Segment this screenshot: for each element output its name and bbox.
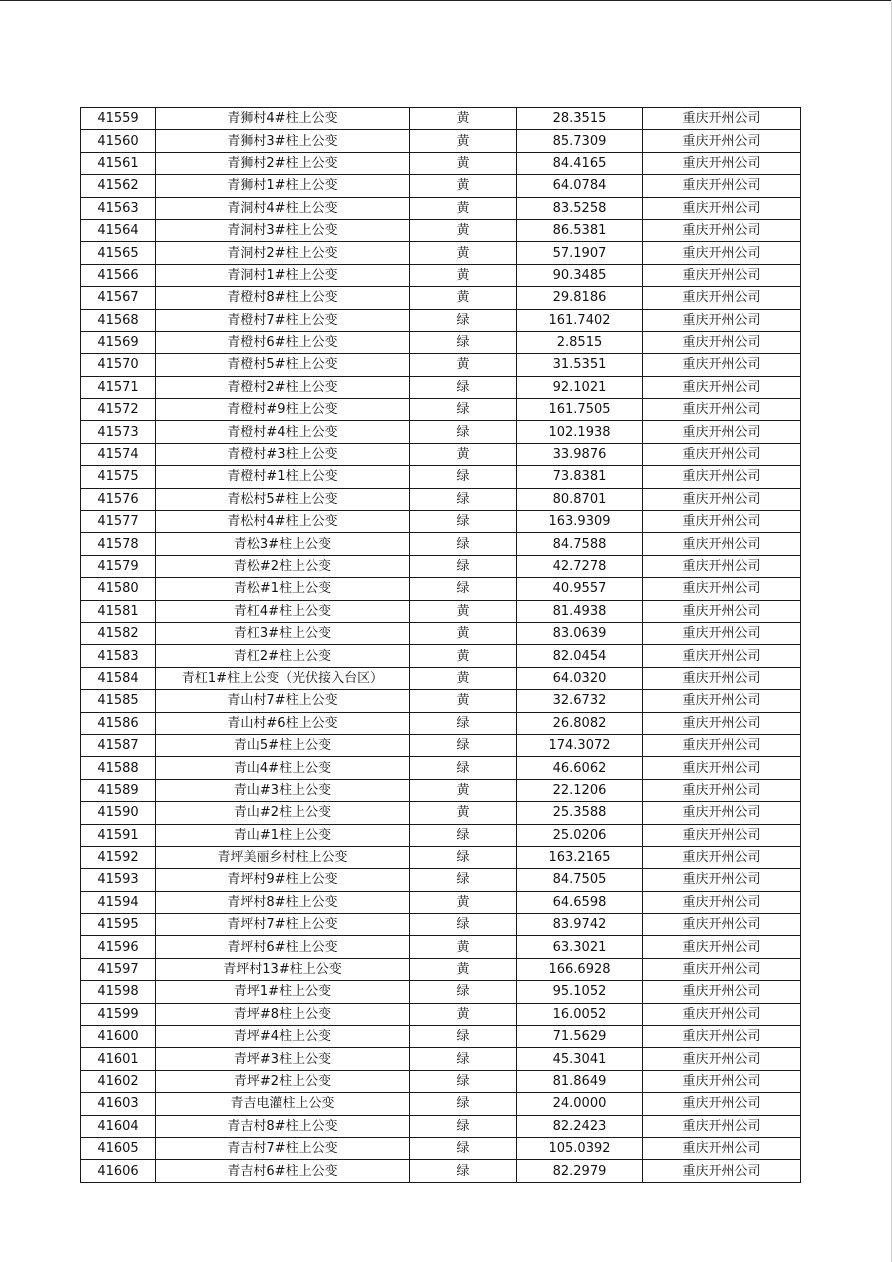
cell-transformer-name: 青坪村6#柱上公变	[156, 936, 410, 958]
cell-company: 重庆开州公司	[643, 645, 801, 667]
page-top-border	[0, 0, 892, 1]
table-row	[81, 1026, 801, 1048]
cell-level: 黄	[410, 936, 517, 958]
cell-value: 102.1938	[517, 421, 643, 443]
cell-id: 41579	[81, 555, 156, 577]
cell-value: 80.8701	[517, 488, 643, 510]
cell-company: 重庆开州公司	[643, 712, 801, 734]
cell-id: 41595	[81, 914, 156, 936]
cell-level: 黄	[410, 130, 517, 152]
cell-value: 163.2165	[517, 846, 643, 868]
cell-level: 绿	[410, 757, 517, 779]
table-row	[81, 578, 801, 600]
cell-id: 41587	[81, 734, 156, 756]
cell-id: 41583	[81, 645, 156, 667]
cell-id: 41563	[81, 197, 156, 219]
table-row	[81, 1137, 801, 1159]
table-row	[81, 197, 801, 219]
table-row	[81, 779, 801, 801]
cell-id: 41581	[81, 600, 156, 622]
cell-value: 161.7402	[517, 309, 643, 331]
table-row	[81, 219, 801, 241]
table-row	[81, 600, 801, 622]
cell-transformer-name: 青坪#3柱上公变	[156, 1048, 410, 1070]
cell-transformer-name: 青松3#柱上公变	[156, 533, 410, 555]
cell-value: 63.3021	[517, 936, 643, 958]
table-row	[81, 511, 801, 533]
cell-transformer-name: 青橙村8#柱上公变	[156, 287, 410, 309]
cell-company: 重庆开州公司	[643, 1115, 801, 1137]
cell-level: 绿	[410, 309, 517, 331]
table-row	[81, 802, 801, 824]
cell-level: 黄	[410, 287, 517, 309]
cell-id: 41561	[81, 152, 156, 174]
cell-company: 重庆开州公司	[643, 421, 801, 443]
cell-transformer-name: 青洞村4#柱上公变	[156, 197, 410, 219]
table-row	[81, 130, 801, 152]
table-row	[81, 354, 801, 376]
cell-transformer-name: 青山#2柱上公变	[156, 802, 410, 824]
table-row	[81, 622, 801, 644]
cell-id: 41571	[81, 376, 156, 398]
cell-company: 重庆开州公司	[643, 219, 801, 241]
cell-level: 绿	[410, 869, 517, 891]
cell-company: 重庆开州公司	[643, 354, 801, 376]
cell-id: 41586	[81, 712, 156, 734]
table-row	[81, 914, 801, 936]
cell-company: 重庆开州公司	[643, 533, 801, 555]
cell-company: 重庆开州公司	[643, 891, 801, 913]
cell-level: 黄	[410, 667, 517, 689]
cell-company: 重庆开州公司	[643, 443, 801, 465]
cell-company: 重庆开州公司	[643, 936, 801, 958]
cell-transformer-name: 青松#1柱上公变	[156, 578, 410, 600]
cell-id: 41584	[81, 667, 156, 689]
cell-level: 绿	[410, 981, 517, 1003]
cell-transformer-name: 青吉村7#柱上公变	[156, 1137, 410, 1159]
cell-value: 90.3485	[517, 264, 643, 286]
table-row	[81, 108, 801, 130]
cell-transformer-name: 青洞村2#柱上公变	[156, 242, 410, 264]
cell-transformer-name: 青吉电灌柱上公变	[156, 1093, 410, 1115]
table-row	[81, 1160, 801, 1182]
cell-transformer-name: 青坪村8#柱上公变	[156, 891, 410, 913]
cell-company: 重庆开州公司	[643, 622, 801, 644]
cell-transformer-name: 青山#1柱上公变	[156, 824, 410, 846]
cell-id: 41582	[81, 622, 156, 644]
cell-company: 重庆开州公司	[643, 846, 801, 868]
table-row	[81, 936, 801, 958]
cell-transformer-name: 青吉村6#柱上公变	[156, 1160, 410, 1182]
cell-id: 41589	[81, 779, 156, 801]
cell-id: 41585	[81, 690, 156, 712]
cell-value: 57.1907	[517, 242, 643, 264]
cell-id: 41588	[81, 757, 156, 779]
cell-level: 绿	[410, 846, 517, 868]
cell-id: 41600	[81, 1026, 156, 1048]
table-row	[81, 555, 801, 577]
cell-level: 黄	[410, 219, 517, 241]
cell-level: 绿	[410, 1115, 517, 1137]
cell-company: 重庆开州公司	[643, 600, 801, 622]
table-row	[81, 1093, 801, 1115]
cell-level: 黄	[410, 645, 517, 667]
cell-value: 82.2423	[517, 1115, 643, 1137]
cell-value: 2.8515	[517, 331, 643, 353]
cell-company: 重庆开州公司	[643, 734, 801, 756]
cell-value: 174.3072	[517, 734, 643, 756]
cell-transformer-name: 青橙村5#柱上公变	[156, 354, 410, 376]
cell-transformer-name: 青山#3柱上公变	[156, 779, 410, 801]
cell-company: 重庆开州公司	[643, 1048, 801, 1070]
table-row	[81, 757, 801, 779]
cell-transformer-name: 青狮村4#柱上公变	[156, 108, 410, 130]
cell-id: 41578	[81, 533, 156, 555]
cell-id: 41573	[81, 421, 156, 443]
cell-level: 绿	[410, 488, 517, 510]
cell-level: 黄	[410, 197, 517, 219]
cell-company: 重庆开州公司	[643, 376, 801, 398]
cell-level: 绿	[410, 555, 517, 577]
cell-id: 41596	[81, 936, 156, 958]
cell-level: 黄	[410, 152, 517, 174]
cell-transformer-name: 青松村4#柱上公变	[156, 511, 410, 533]
cell-transformer-name: 青杠1#柱上公变（光伏接入台区）	[156, 667, 410, 689]
cell-company: 重庆开州公司	[643, 309, 801, 331]
cell-id: 41569	[81, 331, 156, 353]
cell-company: 重庆开州公司	[643, 466, 801, 488]
cell-value: 64.0320	[517, 667, 643, 689]
cell-level: 黄	[410, 108, 517, 130]
table-row	[81, 667, 801, 689]
cell-company: 重庆开州公司	[643, 981, 801, 1003]
cell-level: 绿	[410, 824, 517, 846]
cell-company: 重庆开州公司	[643, 1137, 801, 1159]
cell-id: 41568	[81, 309, 156, 331]
cell-transformer-name: 青橙村#1柱上公变	[156, 466, 410, 488]
cell-transformer-name: 青吉村8#柱上公变	[156, 1115, 410, 1137]
cell-value: 25.3588	[517, 802, 643, 824]
cell-value: 33.9876	[517, 443, 643, 465]
table-row	[81, 331, 801, 353]
cell-company: 重庆开州公司	[643, 667, 801, 689]
cell-id: 41567	[81, 287, 156, 309]
cell-company: 重庆开州公司	[643, 399, 801, 421]
cell-company: 重庆开州公司	[643, 779, 801, 801]
cell-value: 26.8082	[517, 712, 643, 734]
cell-transformer-name: 青橙村#9柱上公变	[156, 399, 410, 421]
cell-id: 41599	[81, 1003, 156, 1025]
cell-transformer-name: 青橙村6#柱上公变	[156, 331, 410, 353]
cell-company: 重庆开州公司	[643, 802, 801, 824]
table-row	[81, 645, 801, 667]
cell-value: 92.1021	[517, 376, 643, 398]
cell-level: 黄	[410, 443, 517, 465]
cell-value: 161.7505	[517, 399, 643, 421]
cell-transformer-name: 青坪#8柱上公变	[156, 1003, 410, 1025]
cell-value: 64.0784	[517, 175, 643, 197]
cell-value: 42.7278	[517, 555, 643, 577]
cell-value: 81.8649	[517, 1070, 643, 1092]
cell-level: 绿	[410, 734, 517, 756]
cell-value: 166.6928	[517, 958, 643, 980]
cell-transformer-name: 青坪#4柱上公变	[156, 1026, 410, 1048]
transformer-table	[80, 107, 801, 1183]
cell-value: 32.6732	[517, 690, 643, 712]
cell-level: 绿	[410, 331, 517, 353]
table-body	[81, 108, 801, 1183]
table-row	[81, 466, 801, 488]
cell-value: 31.5351	[517, 354, 643, 376]
cell-id: 41593	[81, 869, 156, 891]
table-row	[81, 309, 801, 331]
cell-level: 黄	[410, 690, 517, 712]
table-row	[81, 958, 801, 980]
cell-transformer-name: 青坪村9#柱上公变	[156, 869, 410, 891]
table-row	[81, 1115, 801, 1137]
table-row	[81, 488, 801, 510]
cell-value: 40.9557	[517, 578, 643, 600]
cell-value: 81.4938	[517, 600, 643, 622]
cell-company: 重庆开州公司	[643, 958, 801, 980]
cell-id: 41570	[81, 354, 156, 376]
cell-transformer-name: 青橙村#4柱上公变	[156, 421, 410, 443]
cell-level: 黄	[410, 1003, 517, 1025]
cell-transformer-name: 青杠4#柱上公变	[156, 600, 410, 622]
cell-id: 41594	[81, 891, 156, 913]
cell-value: 105.0392	[517, 1137, 643, 1159]
cell-level: 绿	[410, 1137, 517, 1159]
cell-transformer-name: 青橙村#3柱上公变	[156, 443, 410, 465]
cell-id: 41575	[81, 466, 156, 488]
cell-id: 41603	[81, 1093, 156, 1115]
cell-value: 95.1052	[517, 981, 643, 1003]
cell-id: 41591	[81, 824, 156, 846]
cell-id: 41576	[81, 488, 156, 510]
cell-value: 28.3515	[517, 108, 643, 130]
table-row	[81, 869, 801, 891]
cell-value: 45.3041	[517, 1048, 643, 1070]
cell-id: 41564	[81, 219, 156, 241]
cell-value: 82.0454	[517, 645, 643, 667]
cell-level: 黄	[410, 264, 517, 286]
table-row	[81, 421, 801, 443]
table-row	[81, 443, 801, 465]
cell-level: 绿	[410, 712, 517, 734]
table-row	[81, 399, 801, 421]
table-row	[81, 1048, 801, 1070]
cell-id: 41601	[81, 1048, 156, 1070]
cell-transformer-name: 青坪美丽乡村柱上公变	[156, 846, 410, 868]
cell-transformer-name: 青狮村1#柱上公变	[156, 175, 410, 197]
cell-level: 绿	[410, 466, 517, 488]
cell-id: 41602	[81, 1070, 156, 1092]
cell-transformer-name: 青坪1#柱上公变	[156, 981, 410, 1003]
cell-company: 重庆开州公司	[643, 511, 801, 533]
cell-company: 重庆开州公司	[643, 287, 801, 309]
cell-level: 绿	[410, 511, 517, 533]
cell-id: 41560	[81, 130, 156, 152]
cell-value: 46.6062	[517, 757, 643, 779]
cell-company: 重庆开州公司	[643, 175, 801, 197]
cell-transformer-name: 青洞村1#柱上公变	[156, 264, 410, 286]
table-row	[81, 824, 801, 846]
cell-level: 绿	[410, 376, 517, 398]
cell-value: 82.2979	[517, 1160, 643, 1182]
table-row	[81, 175, 801, 197]
cell-transformer-name: 青橙村2#柱上公变	[156, 376, 410, 398]
cell-id: 41597	[81, 958, 156, 980]
table-row	[81, 1003, 801, 1025]
cell-company: 重庆开州公司	[643, 108, 801, 130]
cell-value: 84.4165	[517, 152, 643, 174]
cell-company: 重庆开州公司	[643, 152, 801, 174]
cell-company: 重庆开州公司	[643, 264, 801, 286]
cell-id: 41598	[81, 981, 156, 1003]
cell-id: 41574	[81, 443, 156, 465]
cell-company: 重庆开州公司	[643, 914, 801, 936]
cell-transformer-name: 青山5#柱上公变	[156, 734, 410, 756]
table-row	[81, 846, 801, 868]
cell-company: 重庆开州公司	[643, 690, 801, 712]
cell-value: 85.7309	[517, 130, 643, 152]
cell-level: 黄	[410, 354, 517, 376]
cell-id: 41604	[81, 1115, 156, 1137]
cell-company: 重庆开州公司	[643, 1026, 801, 1048]
cell-transformer-name: 青洞村3#柱上公变	[156, 219, 410, 241]
cell-transformer-name: 青坪村7#柱上公变	[156, 914, 410, 936]
cell-company: 重庆开州公司	[643, 1070, 801, 1092]
cell-id: 41580	[81, 578, 156, 600]
cell-value: 64.6598	[517, 891, 643, 913]
cell-value: 29.8186	[517, 287, 643, 309]
cell-level: 黄	[410, 175, 517, 197]
cell-value: 73.8381	[517, 466, 643, 488]
cell-company: 重庆开州公司	[643, 757, 801, 779]
cell-level: 绿	[410, 914, 517, 936]
cell-value: 71.5629	[517, 1026, 643, 1048]
table-row	[81, 1070, 801, 1092]
cell-level: 黄	[410, 622, 517, 644]
cell-id: 41606	[81, 1160, 156, 1182]
cell-value: 22.1206	[517, 779, 643, 801]
cell-transformer-name: 青松#2柱上公变	[156, 555, 410, 577]
cell-value: 83.9742	[517, 914, 643, 936]
cell-id: 41590	[81, 802, 156, 824]
cell-level: 绿	[410, 1048, 517, 1070]
cell-value: 84.7588	[517, 533, 643, 555]
cell-company: 重庆开州公司	[643, 578, 801, 600]
cell-level: 绿	[410, 421, 517, 443]
cell-transformer-name: 青松村5#柱上公变	[156, 488, 410, 510]
cell-level: 绿	[410, 1026, 517, 1048]
cell-value: 86.5381	[517, 219, 643, 241]
cell-value: 83.0639	[517, 622, 643, 644]
cell-id: 41565	[81, 242, 156, 264]
cell-value: 163.9309	[517, 511, 643, 533]
cell-level: 黄	[410, 802, 517, 824]
cell-company: 重庆开州公司	[643, 824, 801, 846]
cell-company: 重庆开州公司	[643, 242, 801, 264]
table-row	[81, 891, 801, 913]
cell-value: 83.5258	[517, 197, 643, 219]
cell-transformer-name: 青橙村7#柱上公变	[156, 309, 410, 331]
table-row	[81, 981, 801, 1003]
cell-level: 绿	[410, 399, 517, 421]
cell-company: 重庆开州公司	[643, 197, 801, 219]
table-row	[81, 734, 801, 756]
cell-transformer-name: 青山村7#柱上公变	[156, 690, 410, 712]
cell-level: 黄	[410, 242, 517, 264]
cell-value: 24.0000	[517, 1093, 643, 1115]
cell-company: 重庆开州公司	[643, 555, 801, 577]
cell-level: 黄	[410, 600, 517, 622]
cell-transformer-name: 青狮村2#柱上公变	[156, 152, 410, 174]
cell-id: 41577	[81, 511, 156, 533]
cell-level: 黄	[410, 958, 517, 980]
cell-level: 绿	[410, 1160, 517, 1182]
cell-level: 绿	[410, 578, 517, 600]
cell-level: 黄	[410, 779, 517, 801]
cell-company: 重庆开州公司	[643, 331, 801, 353]
cell-level: 绿	[410, 1093, 517, 1115]
table-row	[81, 152, 801, 174]
cell-company: 重庆开州公司	[643, 1093, 801, 1115]
cell-transformer-name: 青坪#2柱上公变	[156, 1070, 410, 1092]
cell-company: 重庆开州公司	[643, 1160, 801, 1182]
cell-transformer-name: 青坪村13#柱上公变	[156, 958, 410, 980]
table-row	[81, 712, 801, 734]
cell-id: 41559	[81, 108, 156, 130]
cell-company: 重庆开州公司	[643, 1003, 801, 1025]
cell-id: 41605	[81, 1137, 156, 1159]
table-row	[81, 264, 801, 286]
cell-value: 84.7505	[517, 869, 643, 891]
cell-company: 重庆开州公司	[643, 488, 801, 510]
table-row	[81, 690, 801, 712]
cell-transformer-name: 青山村#6柱上公变	[156, 712, 410, 734]
cell-id: 41566	[81, 264, 156, 286]
cell-level: 黄	[410, 891, 517, 913]
cell-transformer-name: 青杠3#柱上公变	[156, 622, 410, 644]
cell-value: 25.0206	[517, 824, 643, 846]
cell-level: 绿	[410, 533, 517, 555]
cell-transformer-name: 青狮村3#柱上公变	[156, 130, 410, 152]
cell-company: 重庆开州公司	[643, 130, 801, 152]
table-row	[81, 242, 801, 264]
table-row	[81, 287, 801, 309]
cell-id: 41572	[81, 399, 156, 421]
cell-transformer-name: 青杠2#柱上公变	[156, 645, 410, 667]
cell-company: 重庆开州公司	[643, 869, 801, 891]
cell-value: 16.0052	[517, 1003, 643, 1025]
cell-transformer-name: 青山4#柱上公变	[156, 757, 410, 779]
table-row	[81, 533, 801, 555]
table-row	[81, 376, 801, 398]
cell-id: 41592	[81, 846, 156, 868]
cell-level: 绿	[410, 1070, 517, 1092]
cell-id: 41562	[81, 175, 156, 197]
